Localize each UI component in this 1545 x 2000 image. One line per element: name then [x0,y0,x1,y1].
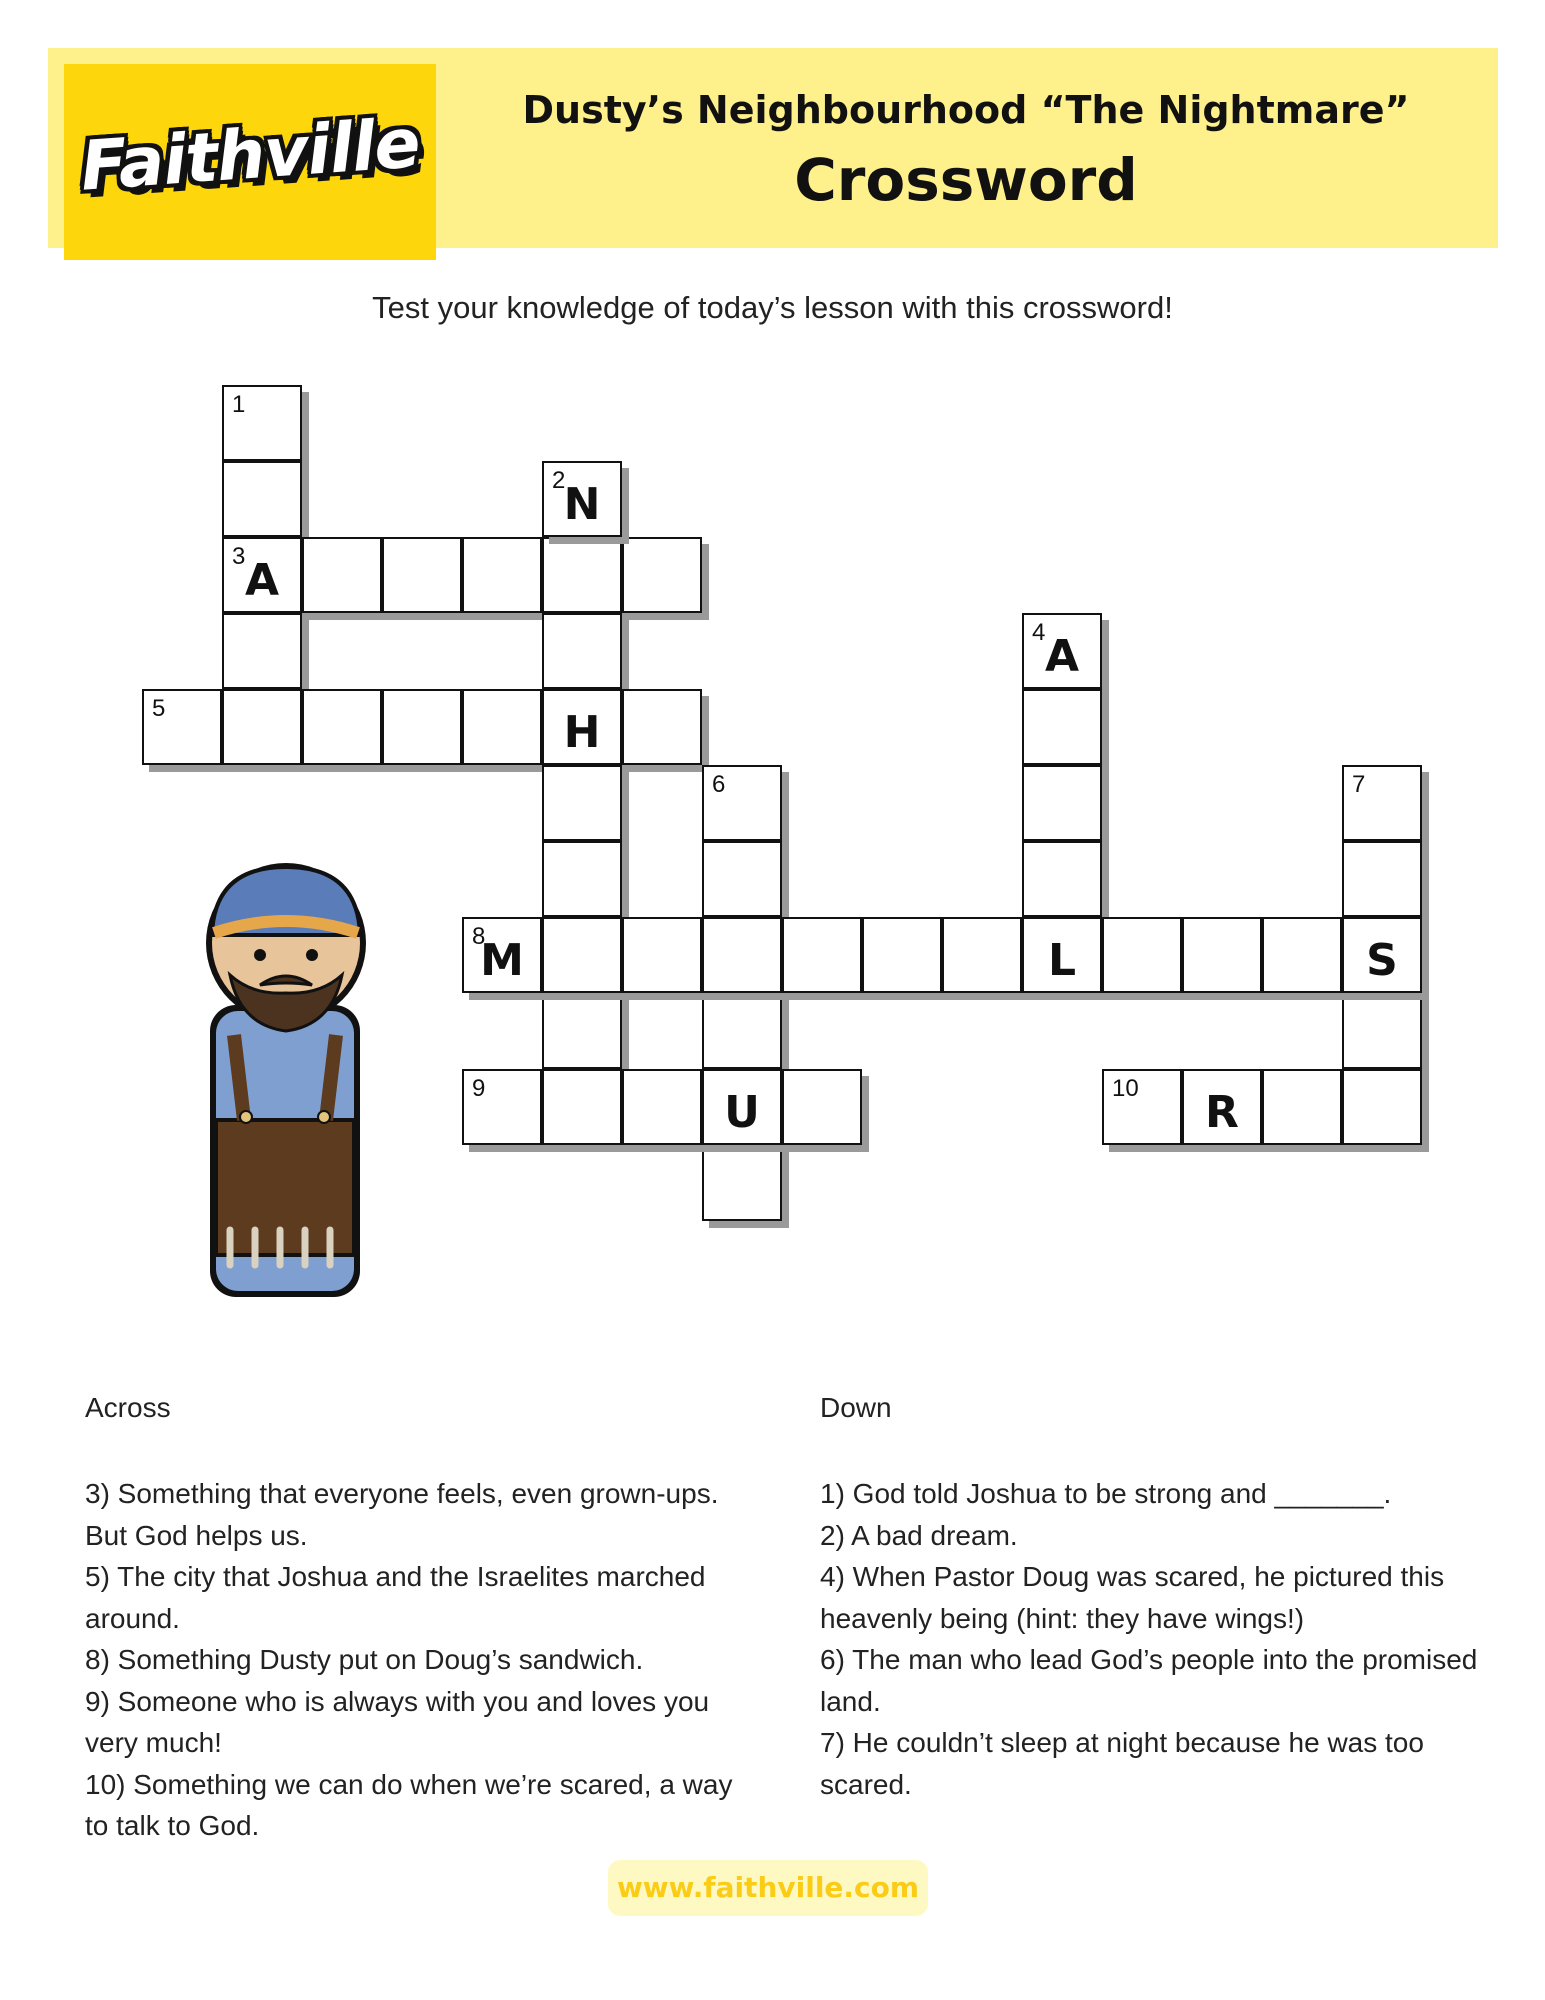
clue-number: 7 [1352,771,1366,798]
cell-letter: H [563,707,601,758]
crossword-cell[interactable] [222,461,302,537]
cell-letter: A [1044,631,1080,682]
clue-number: 8 [472,923,486,950]
crossword-cell[interactable] [302,537,382,613]
clue-number: 6 [712,771,726,798]
crossword-cell[interactable] [782,917,862,993]
crossword-cell[interactable] [222,385,302,461]
clue-across-9: 9) Someone who is always with you and loves you very much! [85,1685,710,1758]
cell-letter: N [563,479,601,530]
crossword-cell[interactable] [542,537,622,613]
clue-number: 5 [152,695,166,722]
crossword-cell[interactable] [1102,1069,1182,1145]
crossword-cell[interactable] [1342,765,1422,841]
crossword-cell[interactable] [1342,1069,1422,1145]
crossword-cell[interactable] [542,689,622,765]
crossword-cell[interactable] [1022,613,1102,689]
cell-letter: U [724,1087,760,1138]
crossword-cell[interactable] [222,689,302,765]
crossword-cell[interactable] [382,537,462,613]
document-title: Crossword [794,146,1138,214]
across-heading: Across [85,1392,171,1423]
clue-number: 2 [552,467,566,494]
cell-letter: A [244,555,280,606]
clue-down-2: 2) A bad dream. [820,1519,1018,1551]
crossword-cell[interactable] [222,537,302,613]
clue-number: 4 [1032,619,1046,646]
document-subtitle: Dusty’s Neighbourhood “The Nightmare” [522,88,1410,132]
crossword-cell[interactable] [622,1069,702,1145]
crossword-cell[interactable] [542,917,622,993]
clue-number: 1 [232,391,246,418]
clue-across-10: 10) Something we can do when we’re scared, a way to talk to God. [85,1768,733,1841]
crossword-cell[interactable] [542,841,622,917]
clue-down-4: 4) When Pastor Doug was scared, he pictured this heavenly being (hint: they have wings!) [820,1561,1445,1634]
crossword-cell[interactable] [302,689,382,765]
crossword-cell[interactable] [542,993,622,1069]
crossword-cell[interactable] [862,917,942,993]
clue-number: 10 [1112,1075,1139,1102]
crossword-cell[interactable] [142,689,222,765]
crossword-cell[interactable] [1022,689,1102,765]
character-illustration [200,855,380,1305]
clue-down-6: 6) The man who lead God’s people into the promised land. [820,1644,1478,1717]
crossword-cell[interactable] [942,917,1022,993]
crossword-cell[interactable] [1102,917,1182,993]
crossword-cell[interactable] [702,1069,782,1145]
crossword-cell[interactable] [462,917,542,993]
crossword-cell[interactable] [1342,841,1422,917]
clue-number: 9 [472,1075,486,1102]
crossword-cell[interactable] [462,1069,542,1145]
crossword-cell[interactable] [1182,1069,1262,1145]
crossword-cell[interactable] [702,917,782,993]
clue-across-5: 5) The city that Joshua and the Israelites marched around. [85,1561,706,1634]
crossword-cell[interactable] [462,689,542,765]
crossword-cell[interactable] [702,841,782,917]
crossword-cell[interactable] [542,613,622,689]
cell-letter: L [1047,935,1077,986]
crossword-cell[interactable] [462,537,542,613]
crossword-cell[interactable] [542,1069,622,1145]
cell-letter: R [1205,1087,1239,1138]
crossword-cell[interactable] [542,765,622,841]
down-clues [820,1473,1480,1805]
crossword-cell[interactable] [1182,917,1262,993]
crossword-cell[interactable] [702,993,782,1069]
clue-across-3: 3) Something that everyone feels, even grown-ups. But God helps us. [85,1478,719,1551]
crossword-cell[interactable] [1262,917,1342,993]
clue-down-7: 7) He couldn’t sleep at night because he was too scared. [820,1727,1424,1800]
website-link[interactable]: www.faithville.com [616,1871,920,1904]
down-heading: Down [820,1392,892,1423]
clue-number: 3 [232,543,246,570]
crossword-cell[interactable] [622,917,702,993]
crossword-cell[interactable] [702,765,782,841]
crossword-cell[interactable] [222,613,302,689]
logo[interactable] [64,64,436,260]
crossword-cell[interactable] [622,689,702,765]
crossword-cell[interactable] [1022,765,1102,841]
crossword-cell[interactable] [382,689,462,765]
crossword-cell[interactable] [1262,1069,1342,1145]
crossword-cell[interactable] [542,461,622,537]
clue-down-1: 1) God told Joshua to be strong and _______. [820,1478,1392,1509]
intro-text: Test your knowledge of today’s lesson with this crossword! [372,290,1173,325]
crossword-cell[interactable] [622,537,702,613]
crossword-cell[interactable] [782,1069,862,1145]
footer-badge [608,1860,928,1916]
crossword-cell[interactable] [1342,917,1422,993]
logo-text: Faithville [78,104,422,207]
crossword-cell[interactable] [1022,917,1102,993]
crossword-cell[interactable] [1022,841,1102,917]
cell-letter: S [1366,935,1398,986]
across-clues [85,1473,745,1847]
clue-across-8: 8) Something Dusty put on Doug’s sandwich. [85,1644,644,1675]
cell-letter: M [480,935,524,986]
crossword-cell[interactable] [702,1145,782,1221]
crossword-cell[interactable] [1342,993,1422,1069]
